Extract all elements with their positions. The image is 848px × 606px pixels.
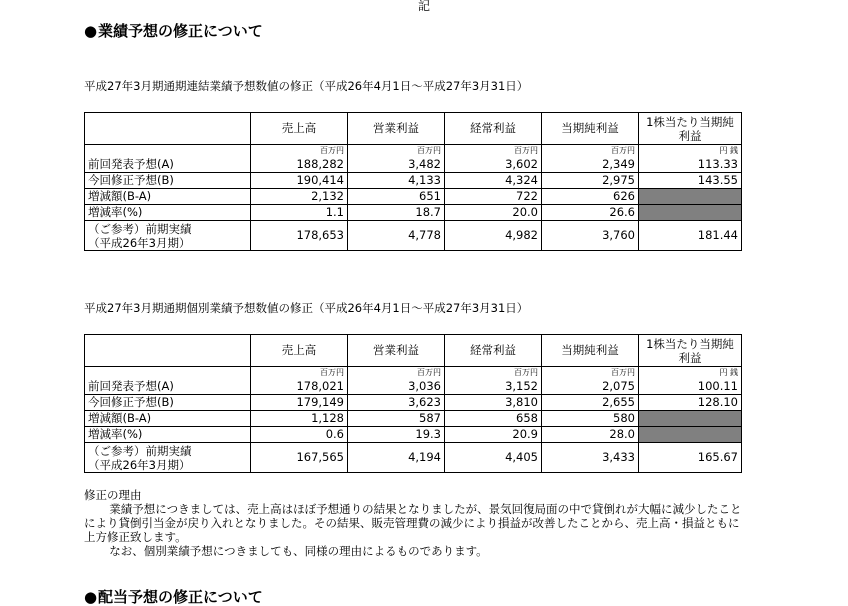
col-header: 1株当たり当期純利益 <box>639 113 742 145</box>
unit-label: 百万円 <box>251 145 348 158</box>
cell: 178,021 <box>251 379 348 395</box>
unit-label: 百万円 <box>251 367 348 380</box>
row-label: 増減率(%) <box>85 427 251 443</box>
cell: 3,760 <box>542 221 639 251</box>
cell: 20.0 <box>445 205 542 221</box>
cell: 3,810 <box>445 395 542 411</box>
cell: 4,133 <box>348 173 445 189</box>
standalone-forecast-table <box>84 334 742 473</box>
cell: 28.0 <box>542 427 639 443</box>
cell: 1,128 <box>251 411 348 427</box>
table2-caption: 平成27年3月期通期個別業績予想数値の修正（平成26年4月1日～平成27年3月31日） <box>84 301 529 315</box>
cell: 4,324 <box>445 173 542 189</box>
cell: 1.1 <box>251 205 348 221</box>
unit-blank <box>85 145 251 158</box>
cell: 18.7 <box>348 205 445 221</box>
col-header: 営業利益 <box>348 113 445 145</box>
col-header: 1株当たり当期純利益 <box>639 335 742 367</box>
shaded-cell <box>639 411 742 427</box>
cell: 167,565 <box>251 443 348 473</box>
cell: 178,653 <box>251 221 348 251</box>
cell: 4,778 <box>348 221 445 251</box>
reason-paragraph: なお、個別業績予想につきましても、同様の理由によるものであります。 <box>109 544 488 558</box>
row-label: 増減額(B-A) <box>85 189 251 205</box>
cell: 2,132 <box>251 189 348 205</box>
table-row <box>85 157 742 173</box>
col-header: 当期純利益 <box>542 113 639 145</box>
unit-blank <box>85 367 251 380</box>
section-heading-dividend <box>84 588 263 606</box>
row-label: 前回発表予想(A) <box>85 157 251 173</box>
cell: 188,282 <box>251 157 348 173</box>
cell: 722 <box>445 189 542 205</box>
unit-label: 百万円 <box>348 367 445 380</box>
cell: 4,982 <box>445 221 542 251</box>
cell: 3,433 <box>542 443 639 473</box>
table-row <box>85 427 742 443</box>
corner-cell <box>85 335 251 367</box>
cell: 2,975 <box>542 173 639 189</box>
col-header: 経常利益 <box>445 113 542 145</box>
row-label: 増減率(%) <box>85 205 251 221</box>
row-label: 前回発表予想(A) <box>85 379 251 395</box>
table1-caption: 平成27年3月期通期連結業績予想数値の修正（平成26年4月1日～平成27年3月31日） <box>84 79 529 93</box>
row-label: （ご参考）前期実績 （平成26年3月期） <box>85 221 251 251</box>
row-label: 今回修正予想(B) <box>85 173 251 189</box>
shaded-cell <box>639 427 742 443</box>
cell: 26.6 <box>542 205 639 221</box>
unit-label: 百万円 <box>445 145 542 158</box>
row-label: 今回修正予想(B) <box>85 395 251 411</box>
cell: 20.9 <box>445 427 542 443</box>
cell: 19.3 <box>348 427 445 443</box>
cell: 651 <box>348 189 445 205</box>
shaded-cell <box>639 189 742 205</box>
unit-label: 百万円 <box>348 145 445 158</box>
unit-label: 円 銭 <box>639 367 742 380</box>
cell: 4,405 <box>445 443 542 473</box>
table-row <box>85 395 742 411</box>
cell: 0.6 <box>251 427 348 443</box>
col-header: 経常利益 <box>445 335 542 367</box>
section-heading-forecast <box>84 22 263 40</box>
cell: 181.44 <box>639 221 742 251</box>
col-header: 売上高 <box>251 113 348 145</box>
cell: 658 <box>445 411 542 427</box>
row-label: 増減額(B-A) <box>85 411 251 427</box>
col-header: 売上高 <box>251 335 348 367</box>
table-row <box>85 443 742 473</box>
bullet-icon: ● <box>84 588 98 606</box>
row-label: （ご参考）前期実績 （平成26年3月期） <box>85 443 251 473</box>
cell: 2,655 <box>542 395 639 411</box>
cell: 4,194 <box>348 443 445 473</box>
cell: 626 <box>542 189 639 205</box>
section-title: 業績予想の修正について <box>98 22 263 40</box>
cell: 3,036 <box>348 379 445 395</box>
section-title: 配当予想の修正について <box>98 588 263 606</box>
shaded-cell <box>639 205 742 221</box>
cell: 113.33 <box>639 157 742 173</box>
cell: 190,414 <box>251 173 348 189</box>
table-row <box>85 221 742 251</box>
table-row <box>85 189 742 205</box>
cell: 2,349 <box>542 157 639 173</box>
cell: 165.67 <box>639 443 742 473</box>
table-row <box>85 411 742 427</box>
col-header: 営業利益 <box>348 335 445 367</box>
table-row <box>85 173 742 189</box>
cell: 580 <box>542 411 639 427</box>
unit-label: 円 銭 <box>639 145 742 158</box>
cell: 128.10 <box>639 395 742 411</box>
cell: 100.11 <box>639 379 742 395</box>
unit-label: 百万円 <box>542 145 639 158</box>
table-row <box>85 205 742 221</box>
corner-cell <box>85 113 251 145</box>
cell: 3,602 <box>445 157 542 173</box>
cell: 3,152 <box>445 379 542 395</box>
cell: 2,075 <box>542 379 639 395</box>
reason-heading: 修正の理由 <box>84 488 142 502</box>
cell: 143.55 <box>639 173 742 189</box>
col-header: 当期純利益 <box>542 335 639 367</box>
consolidated-forecast-table <box>84 112 742 251</box>
revision-reason <box>84 488 749 558</box>
reason-paragraph: 業績予想につきましては、売上高はほぼ予想通りの結果となりましたが、景気回復局面の中で貸倒れが大幅に減少したことにより貸倒引当金が戻り入れとなりました。その結果、販売管理費の減少により損益が改善したことから、売上高・損益ともに上方修正致します。 <box>84 502 742 544</box>
unit-label: 百万円 <box>445 367 542 380</box>
table-row <box>85 379 742 395</box>
unit-label: 百万円 <box>542 367 639 380</box>
ki-mark: 記 <box>417 0 430 13</box>
cell: 179,149 <box>251 395 348 411</box>
cell: 3,623 <box>348 395 445 411</box>
bullet-icon: ● <box>84 22 98 40</box>
cell: 3,482 <box>348 157 445 173</box>
cell: 587 <box>348 411 445 427</box>
